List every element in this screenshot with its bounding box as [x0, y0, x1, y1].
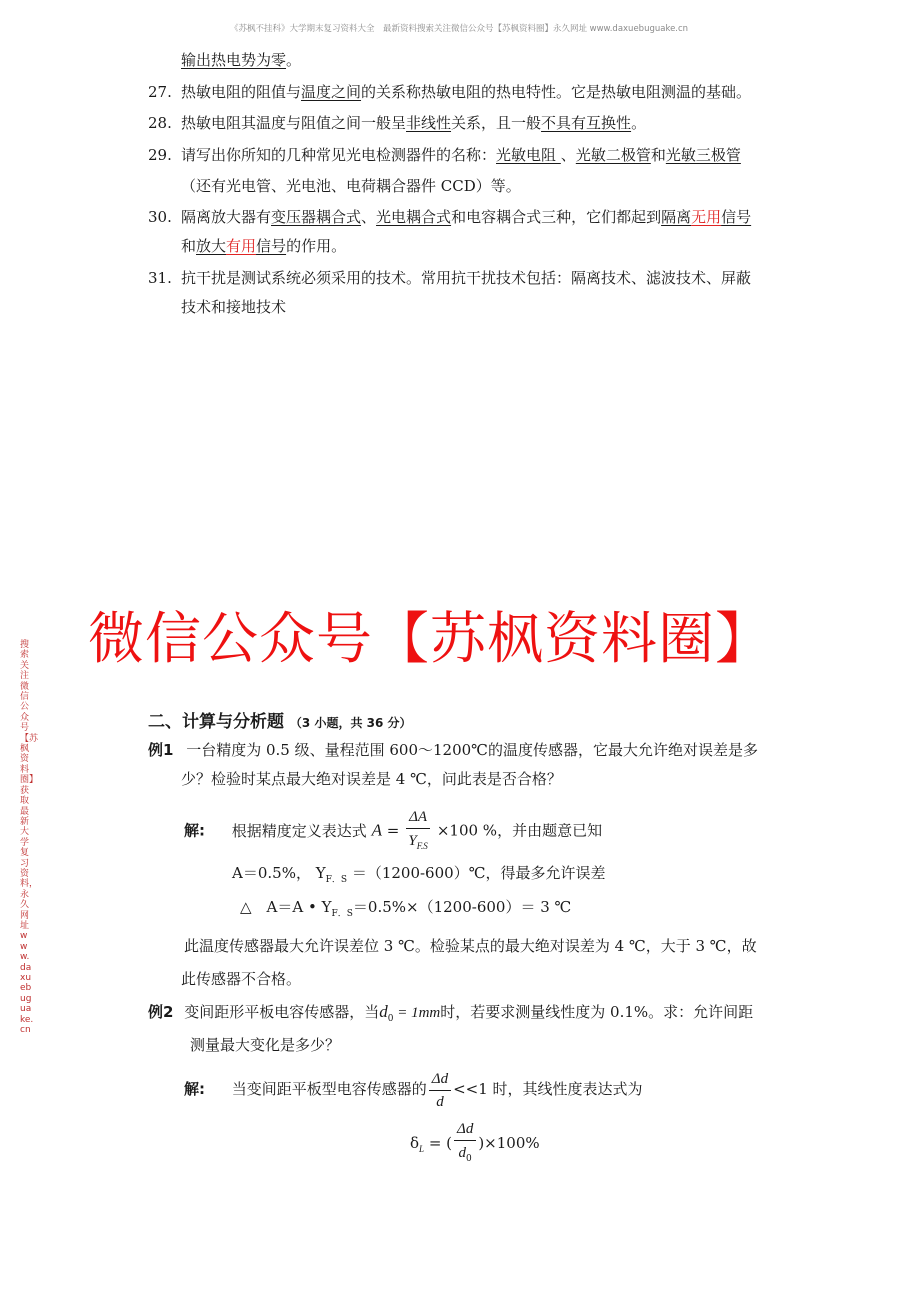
answer-text: 输出热电势为零: [181, 51, 287, 69]
answer-text: 光敏三极管: [665, 146, 741, 164]
example-label: 例2: [148, 1003, 174, 1021]
linearity-formula: [410, 1118, 540, 1174]
answer-text: 温度之间: [301, 83, 362, 101]
item-26-continuation: [181, 50, 301, 70]
formula-value: = 1mm: [393, 1005, 441, 1021]
solution-text: 根据精度定义表达式: [231, 821, 367, 840]
section-note: （3 小题，共 36 分）: [289, 716, 412, 730]
answer-text-red: 无用: [691, 208, 722, 226]
text: 关系，且一般: [451, 114, 542, 132]
solution-label: 解:: [184, 1080, 205, 1098]
text: 的关系称热敏电阻的热电特性。它是热敏电阻测温的基础。: [361, 83, 752, 101]
given-text: A＝0.5%， Y: [232, 864, 326, 882]
item-number: 30.: [148, 208, 172, 226]
text: 请写出你所知的几种常见光电检测器件的名称：: [181, 146, 497, 164]
solution-text: ，并由题意已知: [497, 821, 603, 840]
example-2-solution: [184, 1066, 643, 1113]
answer-text: 变压器耦合式: [271, 208, 362, 226]
solution-text: 当变间距平板型电容传感器的: [231, 1080, 427, 1098]
text: 。: [631, 114, 647, 132]
ratio-fraction: [429, 1068, 451, 1113]
text: 。: [286, 51, 302, 69]
page-header-watermark: 《苏枫不挂科》大学期末复习资料大全 最新资料搜索关注微信公众号【苏枫资料圈】永久网址 www.daxuebuguake.cn: [229, 24, 689, 34]
fraction-numerator: Δd: [429, 1068, 451, 1091]
text: 热敏电阻其温度与阻值之间一般呈: [181, 114, 407, 132]
answer-text: 信号: [256, 237, 287, 255]
item-number: 28.: [148, 114, 172, 132]
formula-delta: δ: [410, 1134, 420, 1152]
item-number: 31.: [148, 269, 172, 287]
given-text: ＝（1200-600）℃，得最多允许误差: [347, 864, 606, 882]
text: 、: [361, 208, 377, 226]
example-1-question-line-2: 少？检验时某点最大绝对误差是 4 ℃，问此表是否合格？: [181, 770, 562, 788]
answer-text: 信号: [721, 208, 752, 226]
solution-text: <<1 时，其线性度表达式为: [453, 1080, 643, 1098]
example-1-calculation: [240, 897, 571, 924]
side-watermark: 搜索关注微信公众号【苏枫资料圈】获取最新大学复习资料，永久网址www.daxuebuguake.cn: [20, 640, 39, 1036]
text: 热敏电阻的阻值与: [181, 83, 302, 101]
example-label: 例1: [148, 741, 174, 759]
section-title-text: 二、计算与分析题: [148, 712, 284, 732]
fraction-denominator: d: [436, 1093, 444, 1110]
text: 、: [560, 146, 576, 164]
text: 抗干扰是测试系统必须采用的技术。常用抗干扰技术包括：隔离技术、滤波技术、屏蔽: [181, 269, 752, 287]
formula-subscript: L: [419, 1144, 425, 1154]
question-text: 变间距形平板电容传感器，当: [184, 1003, 380, 1021]
answer-text: 不具有互换性: [541, 114, 632, 132]
section-title: [148, 707, 412, 732]
wechat-banner: 微信公众号【苏枫资料圈】: [88, 607, 772, 672]
formula-tail: )×100%: [478, 1134, 540, 1152]
example-2-question-line-2: 测量最大变化是多少？: [190, 1036, 341, 1054]
answer-text: 光电耦合式: [376, 208, 452, 226]
answer-text: 放大: [196, 237, 227, 255]
formula-numerator: Δd: [454, 1118, 476, 1141]
calc-text: ＝0.5%×（1200-600）＝ 3 ℃: [352, 898, 572, 916]
subscript: F．S: [325, 875, 348, 885]
question-text: 一台精度为 0.5 级、量程范围 600～1200℃的温度传感器，它最大允许绝对误差是多: [186, 741, 758, 759]
formula-denominator: d: [458, 1145, 467, 1161]
item-29-line-2: （还有光电管、光电池、电荷耦合器件 CCD）等。: [181, 177, 521, 195]
item-31-line-2: 技术和接地技术: [181, 298, 287, 316]
solution-label: 解:: [184, 821, 205, 840]
formula-fraction: [406, 806, 430, 857]
formula-denominator-subscript: 0: [466, 1154, 472, 1164]
example-1-conclusion: 此温度传感器最大允许误差位 3 ℃。检验某点的最大绝对误差为 4 ℃，大于 3 ℃，故: [184, 937, 757, 955]
answer-text: 非线性: [406, 114, 452, 132]
formula-denominator: Y: [408, 833, 417, 849]
formula-subscript: F.S: [416, 841, 428, 851]
item-number: 27.: [148, 83, 172, 101]
example-1-question: [148, 740, 758, 760]
example-2-question: [148, 999, 753, 1032]
text: 和: [181, 237, 197, 255]
subscript: F．S: [331, 909, 353, 919]
answer-text-red: 有用: [226, 237, 257, 255]
example-1-conclusion-line-2: 此传感器不合格。: [181, 970, 302, 988]
formula-tail: ×100 %: [436, 821, 498, 840]
question-text: 时，若要求测量线性度为 0.1%。求：允许间距: [440, 1003, 754, 1021]
calc-text: △ A＝A • Y: [240, 898, 332, 916]
text: 和: [650, 146, 666, 164]
text: 的作用。: [286, 237, 347, 255]
answer-text: 隔离: [661, 208, 692, 226]
formula-variable: d: [379, 1002, 388, 1021]
text: 和电容耦合式三种，它们都起到: [451, 208, 662, 226]
subscript: 0: [387, 1014, 394, 1024]
example-1-solution-formula: [184, 806, 602, 857]
formula-numerator: ΔA: [406, 806, 430, 829]
example-1-given: [232, 863, 605, 890]
answer-text: 光敏二极管: [575, 146, 651, 164]
formula-symbol: A: [371, 820, 382, 840]
formula-equals: = (: [424, 1134, 453, 1152]
item-number: 29.: [148, 146, 172, 164]
formula-fraction: [454, 1118, 476, 1170]
text: 隔离放大器有: [181, 208, 272, 226]
answer-text: 光敏电阻: [496, 146, 561, 164]
item-30-line-2: [181, 236, 346, 256]
formula-equals: =: [381, 821, 405, 840]
